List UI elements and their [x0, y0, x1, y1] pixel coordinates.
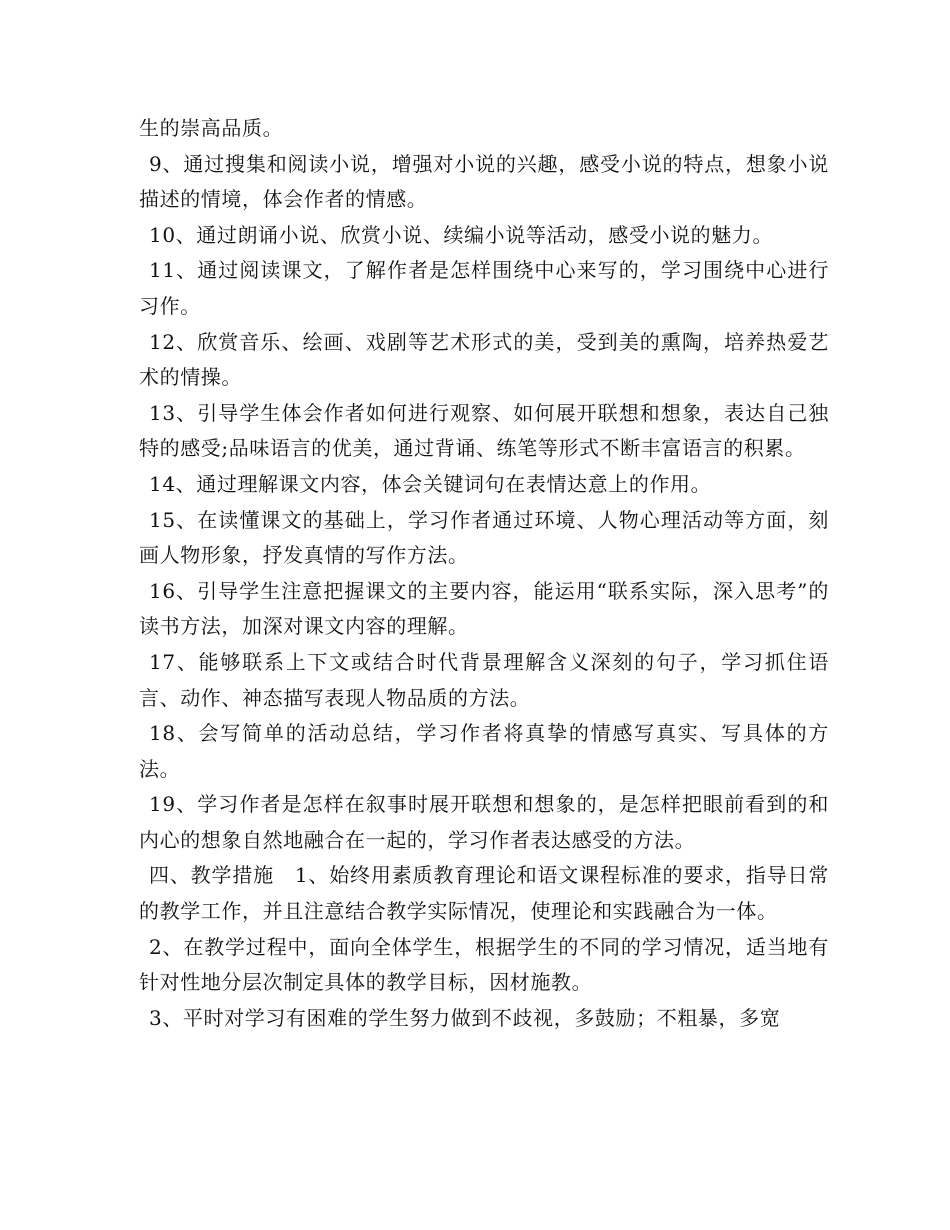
paragraph-item-16: 16、引导学生注意把握课文的主要内容，能运用“联系实际，深入思考”的读书方法，加深对课文内容的理解。: [139, 578, 829, 639]
paragraph-measure-3: 3、平时对学习有困难的学生努力做到不歧视，多鼓励；不粗暴，多宽: [149, 1005, 781, 1030]
paragraph-item-14: 14、通过理解课文内容，体会关键词句在表情达意上的作用。: [149, 471, 712, 496]
paragraph-measure-2: 2、在教学过程中，面向全体学生，根据学生的不同的学习情况，适当地有针对性地分层次制定具体的教学目标，因材施教。: [139, 934, 829, 995]
paragraph-item-11: 11、通过阅读课文，了解作者是怎样围绕中心来写的，学习围绕中心进行习作。: [139, 258, 829, 318]
paragraph-item-10: 10、通过朗诵小说、欣赏小说、续编小说等活动，感受小说的魅力。: [149, 222, 774, 247]
paragraph-item-13: 13、引导学生体会作者如何进行观察、如何展开联想和想象，表达自己独特的感受;品味语言的优美，通过背诵、练笔等形式不断丰富语言的积累。: [139, 400, 829, 461]
paragraph-item-19: 19、学习作者是怎样在叙事时展开联想和想象的，是怎样把眼前看到的和内心的想象自然地融合在一起的，学习作者表达感受的方法。: [139, 792, 829, 852]
paragraph-continuation: 生的崇高品质。: [139, 116, 284, 140]
document-body: [139, 111, 829, 1036]
paragraph-item-18: 18、会写简单的活动总结，学习作者将真挚的情感写真实、写具体的方法。: [139, 721, 829, 781]
paragraph-item-15: 15、在读懂课文的基础上，学习作者通过环境、人物心理活动等方面，刻画人物形象，抒发真情的写作方法。: [139, 507, 829, 568]
paragraph-item-17: 17、能够联系上下文或结合时代背景理解含义深刻的句子，学习抓住语言、动作、神态描写表现人物品质的方法。: [139, 649, 829, 710]
section-heading-teaching-measures: 四、教学措施 1、始终用素质教育理论和语文课程标准的要求，指导日常的教学工作，并且注意结合教学实际情况，使理论和实践融合为一体。: [139, 863, 829, 924]
paragraph-item-9: 9、通过搜集和阅读小说，增强对小说的兴趣，感受小说的特点，想象小说描述的情境，体会作者的情感。: [139, 151, 829, 212]
paragraph-item-12: 12、欣赏音乐、绘画、戏剧等艺术形式的美，受到美的熏陶，培养热爱艺术的情操。: [139, 329, 829, 390]
